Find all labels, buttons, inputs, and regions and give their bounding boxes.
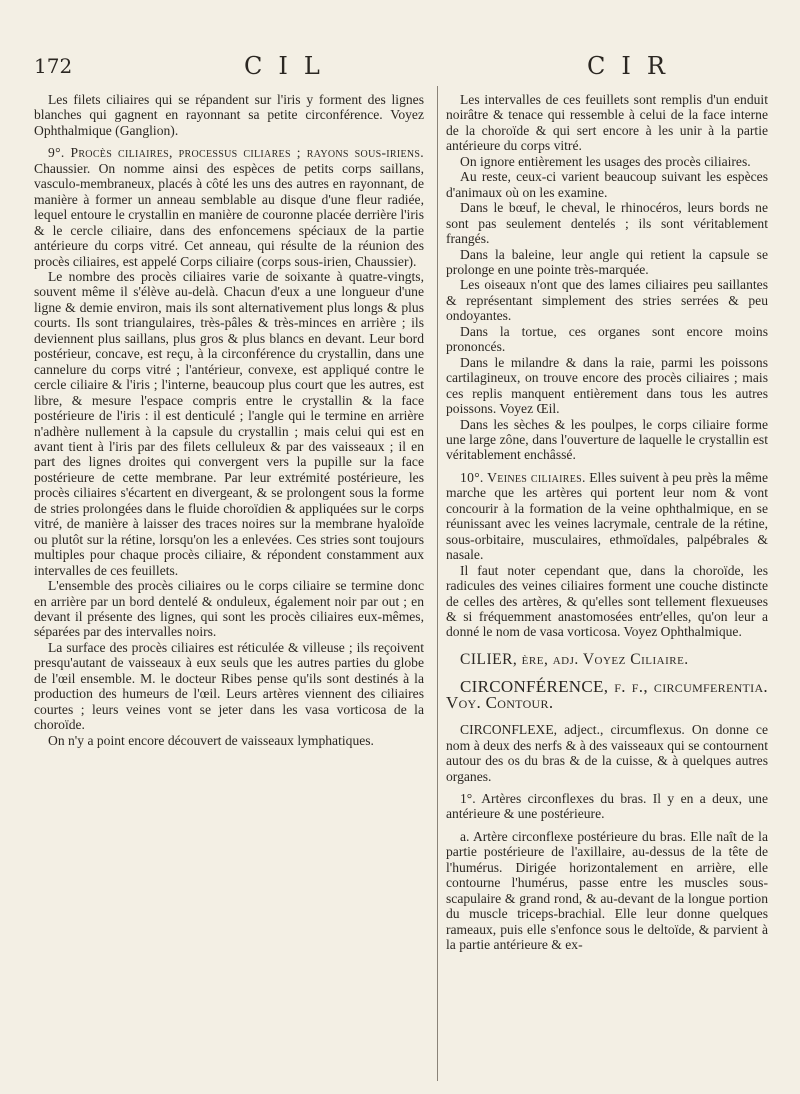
subentry-artere-posterieure: a. Artère circonflexe postérieure du bras. Elle naît de la partie postérieure de l'axillaire, au-dessus de la tête de l'humérus. Dirigée horizontalement en arrière, elle contourne l'humérus, passe entre les muscles sous-scapulaire & grand rond, & au-devant de la longue portion du muscle triceps-brachial. Elle leur donne quelques rameaux, puis elle s'enfonce sous le deltoïde, & parvient à la partie antérieure & ex- bbox=[446, 828, 768, 953]
paragraph: Dans la baleine, leur angle qui retient la capsule se prolonge en une pointe très-marquée. bbox=[446, 246, 768, 277]
paragraph: Le nombre des procès ciliaires varie de soixante à quatre-vingts, souvent même il s'élève au-delà. Chacun d'eux a une longueur d'une ligne & demie environ, mais ils sont alternativement plus longs & plus courts. Ils sont triangulaires, très-pâles & très-minces en arrière ; ils deviennent plus saillans, plus gros & plus blancs en devant. Leur bord postérieur, concave, est reçu, à la circonférence du crystallin, dans une cannelure du corps vitré ; l'antérieur, convexe, est appliqué contre le cercle ciliaire & l'iris ; l'interne, beaucoup plus court que les autres, est libre, & mesure l'espace compris entre le crystallin & la face postérieure de l'iris : il est denticulé ; l'angle qui le termine en arrière n'adhère nullement à la capsule du crystallin ; mais celui qui est en avant tient à l'iris par des filets celluleux & par des vaisseaux ; il en part des lignes droites qui convergent vers la pupille sur la face postérieure de cette membrane. Par leur extrémité postérieure, les procès ciliaires s'écartent en divergeant, & se prolongent sous la forme de stries prolongées dans le fluide choroïdien & appliquées sur le corps vitré, de manière à laisser des traces noires sur la membrane hyaloïde ou plutôt sur la rétine, lorsqu'on les a enlevées. Ces stries sont toujours multiples pour chaque procès ciliaire, & répondent constamment aux intervalles de ces feuillets. bbox=[34, 268, 424, 578]
left-column bbox=[34, 92, 424, 1082]
page-number: 172 bbox=[34, 54, 73, 78]
paragraph: On ignore entièrement les usages des procès ciliaires. bbox=[460, 153, 751, 169]
paragraph: Dans la tortue, ces organes sont encore moins prononcés. bbox=[446, 323, 768, 355]
subentry-arteres-circonflexes: 1°. Artères circonflexes du bras. Il y en a deux, une antérieure & une postérieure. bbox=[446, 791, 768, 822]
paragraph: Les oiseaux n'ont que des lames ciliaires peu saillantes & représentant simplement des stries serrées & peu ondoyantes. bbox=[446, 277, 768, 324]
entry-circonflexe: CIRCONFLEXE, adject., circumflexus. On donne ce nom à deux des nerfs & à des vaisseaux qui se contournent autour des os du bras & de la cuisse, & à quelques autres organes. bbox=[446, 722, 768, 784]
paragraph-body: Elles suivent à peu près la même marche que les artères qui portent leur nom & vont concourir à la formation de la veine ophthalmique, en se réunissant avec les veines lacrymale, centrale de la rétine, sous-orbitaire, musculaires, ethmoïdales, palpébrales & nasale. bbox=[446, 469, 768, 563]
section-heading: 10°. Veines ciliaires. bbox=[460, 469, 586, 485]
paragraph: La surface des procès ciliaires est réticulée & villeuse ; ils reçoivent presqu'autant de vaisseaux à eux seuls que les autres parties du globe de l'œil ensemble. M. le docteur Ribes pense qu'ils sont destinés à la production des humeurs de l'œil. Leurs artères viennent des ciliaires courtes ; leurs veines vont se jeter dans les vasa vorticosa de la choroïde. bbox=[34, 639, 424, 733]
entry-cilier: CILIER, ère, adj. Voyez Ciliaire. bbox=[460, 650, 689, 668]
entry-circonference: CIRCONFÉRENCE, f. f., circumferentia. Voy. Contour. bbox=[446, 677, 768, 712]
paragraph: L'ensemble des procès ciliaires ou le corps ciliaire se termine donc en arrière par un bord dentelé & onduleux, également noir par out ; en devant il présente des lignes, qui sont les procès ciliaires eux-mêmes, séparées par des intervalles noirs. bbox=[34, 578, 424, 640]
paragraph-body: Chaussier. On nomme ainsi des espèces de petits corps saillans, vasculo-membraneux, placés à côté les uns des autres en rayonnant, de manière à former un anneau semblable au disque d'une fleur radiée, lequel entoure le crystallin en manière de couronne placée derrière l'iris & le cercle ciliaire, dans des enfoncemens spéciaux de la partie antérieure du corps vitré. Cet anneau, qui résulte de la réunion des procès ciliaires, est appelé Corps ciliaire (corps sous-irien, Chaussier). bbox=[34, 160, 424, 269]
paragraph: Les intervalles de ces feuillets sont remplis d'un enduit noirâtre & tenace qui ressemble à celui de la face interne de la choroïde & qui sert encore à les unir à la partie antérieure du corps vitré. bbox=[446, 92, 768, 154]
paragraph: Dans le bœuf, le cheval, le rhinocéros, leurs bords ne sont pas seulement dentelés ; ils sont véritablement frangés. bbox=[446, 200, 768, 247]
section-heading: 9°. Procès ciliaires, processus ciliares ; rayons sous-iriens. bbox=[48, 145, 424, 161]
running-head-left: CIL bbox=[244, 52, 336, 80]
paragraph: Il faut noter cependant que, dans la choroïde, les radicules des veines ciliaires forment une couche distincte de celles des artères, & qu'elles sont tellement flexueuses & si fréquemment anastomosées entr'elles, qu'on leur a donné le nom de vasa vorticosa. Voyez Ophthalmique. bbox=[446, 562, 768, 640]
paragraph: On n'y a point encore découvert de vaisseaux lymphatiques. bbox=[48, 732, 374, 748]
page-header bbox=[34, 40, 764, 80]
running-head-right: CIR bbox=[587, 52, 681, 80]
paragraph: Au reste, ceux-ci varient beaucoup suivant les espèces d'animaux où on les examine. bbox=[446, 169, 768, 200]
right-column bbox=[446, 92, 768, 1082]
column-rule bbox=[437, 86, 438, 1081]
section-veines-ciliaires bbox=[446, 470, 768, 563]
paragraph: Dans le milandre & dans la raie, parmi les poissons cartilagineux, on trouve encore des procès ciliaires ; mais ces replis manquent entièrement dans tous les autres poissons. Voyez Œil. bbox=[446, 354, 768, 417]
paragraph: Dans les sèches & les poulpes, le corps ciliaire forme une large zône, dans l'ouverture de laquelle le crystallin est véritablement enchâssé. bbox=[446, 416, 768, 463]
paragraph: Les filets ciliaires qui se répandent sur l'iris y forment des lignes blanches qui gagnent en rayonnant sa petite circonférence. Voyez Ophthalmique (Ganglion). bbox=[34, 92, 424, 138]
section-procès-ciliaires bbox=[34, 145, 424, 269]
